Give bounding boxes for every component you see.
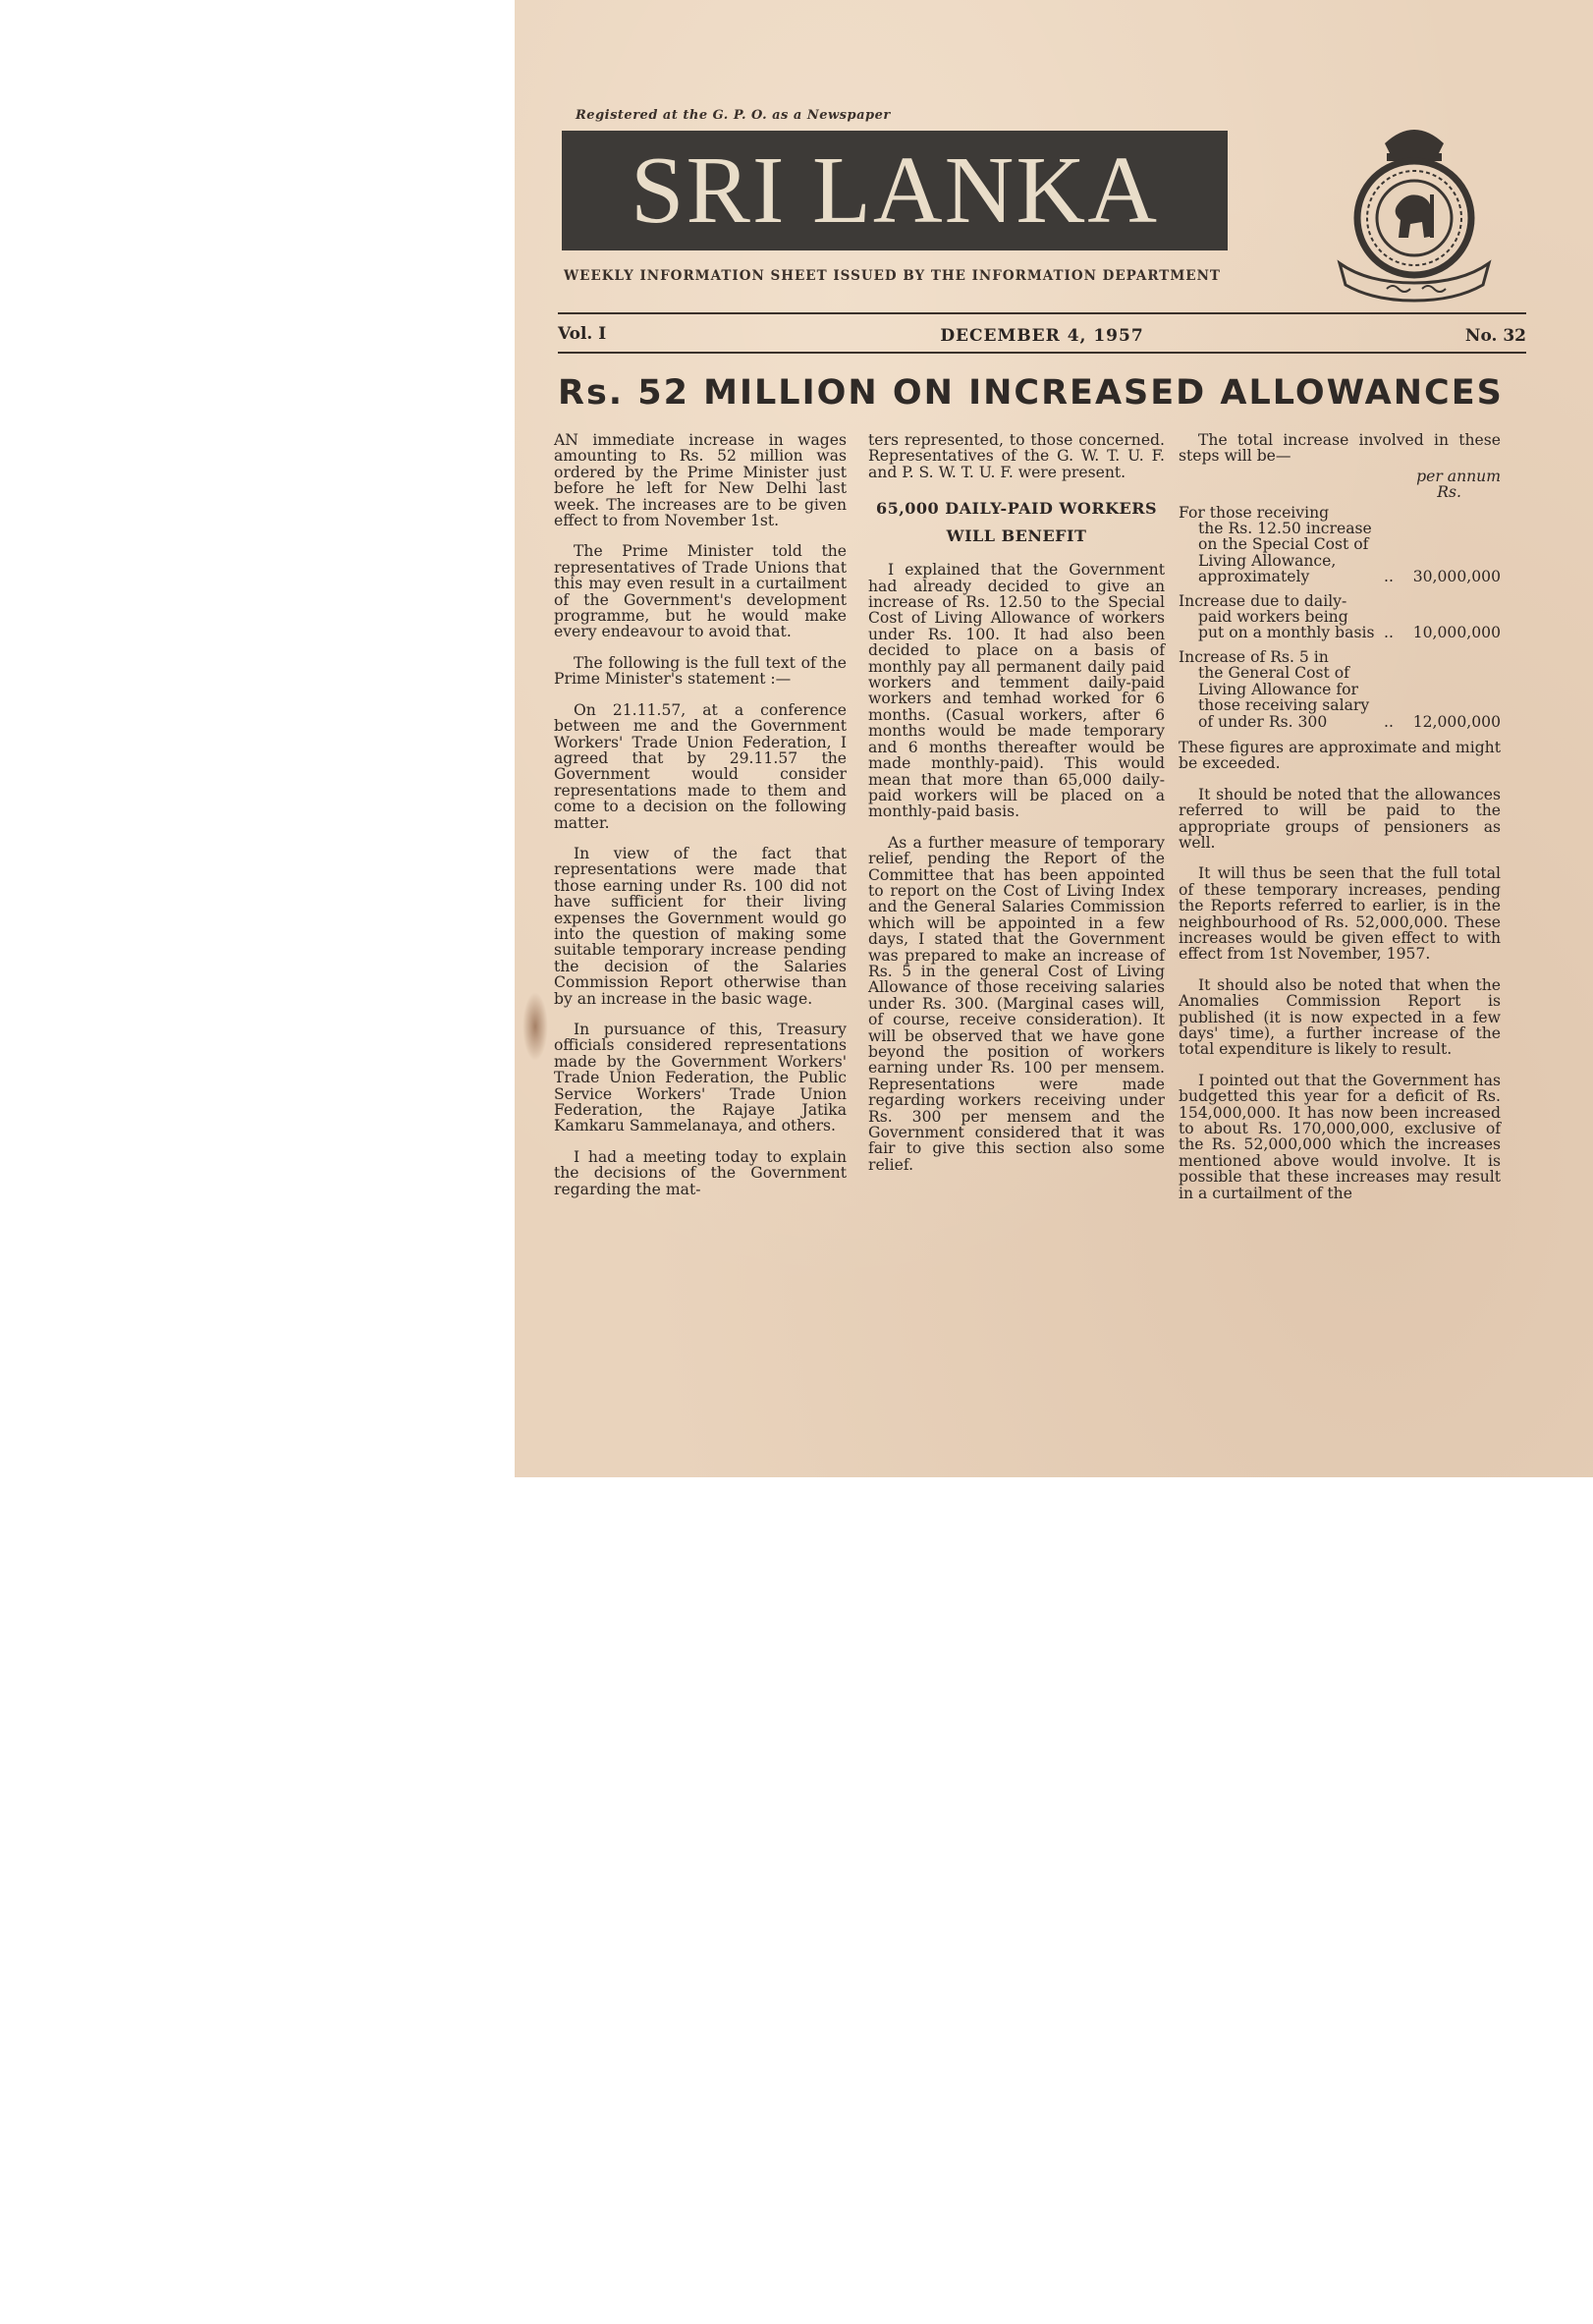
masthead-title: SRI LANKA xyxy=(631,138,1159,244)
paragraph: In pursuance of this, Treasury officials considered representations made by the Government Workers' Trade Union Federation, the Public Service Workers' Trade Union Federation, the Rajaye Jatika Kamkaru Sammelanaya, and others. xyxy=(554,1021,847,1135)
paragraph: It should also be noted that when the Anomalies Commission Report is published (it is now expected in a few days' time), a further increase of the total expenditure is likely to result. xyxy=(1179,975,1501,1059)
per-annum-label: per annum xyxy=(1416,467,1501,485)
paragraph: ters represented, to those concerned. Representatives of the G. W. T. U. F. and P. S. W. T. U. F. were present. xyxy=(868,431,1165,481)
paragraph: The total increase involved in these steps will be— xyxy=(1179,431,1501,466)
paragraph: The Prime Minister told the representatives of Trade Unions that this may even result in a curtailment of the Government's development programme, but he would make every endeavour to avoid that. xyxy=(554,542,847,641)
column-1 xyxy=(554,432,847,1212)
subtitle-line: WEEKLY INFORMATION SHEET ISSUED BY THE INFORMATION DEPARTMENT xyxy=(564,268,1221,284)
paragraph: On 21.11.57, at a conference between me and the Government Workers' Trade Union Federation, I agreed that by 29.11.57 the Government would consider representations made to them and come to a decision on the following matter. xyxy=(554,700,847,832)
currency-label: Rs. xyxy=(1437,483,1461,502)
row-amount: 12,000,000 xyxy=(1412,712,1501,731)
paragraph: It will thus be seen that the full total of these temporary increases, pending the Reports referred to earlier, is in the neighbourhood of Rs. 52,000,000. These increases would be given effect to with effect from 1st November, 1957. xyxy=(1179,864,1501,964)
bottom-rule xyxy=(558,352,1526,354)
row-description-cont: the General Cost of Living Allowance for those receiving salary of under Rs. 300 xyxy=(1198,664,1370,731)
column-3 xyxy=(1179,432,1501,1216)
paragraph: These figures are approximate and might be exceeded. xyxy=(1179,738,1501,773)
paragraph: In view of the fact that representations were made that those earning under Rs. 100 did not have sufficient for their living expenses the Government would go into the question of making some suitable temporary increase pending the decision of the Salaries Commission Report otherwise than by an increase in the basic wage. xyxy=(554,844,847,1008)
row-description-cont: paid workers being put on a monthly basis xyxy=(1198,608,1375,642)
column-2 xyxy=(868,432,1165,1188)
paper-stain xyxy=(522,992,548,1061)
allowance-table xyxy=(1179,505,1501,730)
row-amount: 10,000,000 xyxy=(1412,624,1501,642)
newspaper-page xyxy=(515,0,1593,1477)
paragraph: I had a meeting today to explain the decisions of the Government regarding the mat- xyxy=(554,1147,847,1198)
headline: Rs. 52 MILLION ON INCREASED ALLOWANCES xyxy=(558,373,1504,413)
volume-label: Vol. I xyxy=(558,324,607,344)
row-description-cont: the Rs. 12.50 increase on the Special Cost of Living Allowance, approximately xyxy=(1198,520,1372,586)
row-description: Increase due to daily- xyxy=(1179,591,1347,610)
row-leader: .. xyxy=(1384,624,1394,642)
masthead-banner xyxy=(562,131,1228,250)
row-description: For those receiving xyxy=(1179,503,1330,522)
subheading: 65,000 DAILY-PAID WORKERS WILL BENEFIT xyxy=(875,499,1158,546)
paragraph: I pointed out that the Government has budgetted this year for a deficit of Rs. 154,000,000. It has now been increased to about Rs. 170,000,000, exclusive of the Rs. 52,000,000 which the increases mentioned above would involve. It is possible that these increases may result in a curtailment of the xyxy=(1179,1071,1501,1202)
row-description: Increase of Rs. 5 in xyxy=(1179,647,1329,666)
paragraph: The following is the full text of the Prime Minister's statement :— xyxy=(554,653,847,689)
paragraph: AN immediate increase in wages amounting to Rs. 52 million was ordered by the Prime Minister just before he left for New Delhi last week. The increases are to be given effect to from November 1st. xyxy=(554,431,847,530)
ceylon-crest-icon xyxy=(1328,116,1501,304)
top-rule xyxy=(558,312,1526,314)
row-leader: .. xyxy=(1384,568,1394,586)
row-leader: .. xyxy=(1384,712,1394,731)
paragraph: I explained that the Government had already decided to give an increase of Rs. 12.50 to the Special Cost of Living Allowance of workers under Rs. 100. It had also been decided to place on a basis of monthly pay all permanent daily paid workers and temment daily-paid workers and temhad worked for 6 months. (Casual workers, after 6 months would be made temporary and 6 months thereafter would be made monthly-paid). This would mean that more than 65,000 daily-paid workers will be placed on a monthly-paid basis. xyxy=(868,561,1165,821)
paragraph: As a further measure of temporary relief, pending the Report of the Committee that has been appointed to report on the Cost of Living Index and the General Salaries Commission which will be appointed in a few days, I stated that the Government was prepared to make an increase of Rs. 5 in the general Cost of Living Allowance of those receiving salaries under Rs. 300. (Marginal cases will, of course, receive consideration). It will be observed that we have gone beyond the position of workers earning under Rs. 100 per mensem. Representations were made regarding workers receiving under Rs. 300 per mensem and the Government considered that it was fair to give this section also some relief. xyxy=(868,833,1165,1174)
issue-number: No. 32 xyxy=(1464,326,1526,346)
table-row xyxy=(1179,649,1501,730)
table-row xyxy=(1179,593,1501,641)
registration-line: Registered at the G. P. O. as a Newspaper xyxy=(576,108,891,123)
issue-info-row xyxy=(558,320,1526,350)
issue-date: DECEMBER 4, 1957 xyxy=(940,326,1144,346)
row-amount: 30,000,000 xyxy=(1412,568,1501,586)
paragraph: It should be noted that the allowances referred to will be paid to the appropriate groups of pensioners as well. xyxy=(1179,785,1501,852)
table-row xyxy=(1179,505,1501,585)
